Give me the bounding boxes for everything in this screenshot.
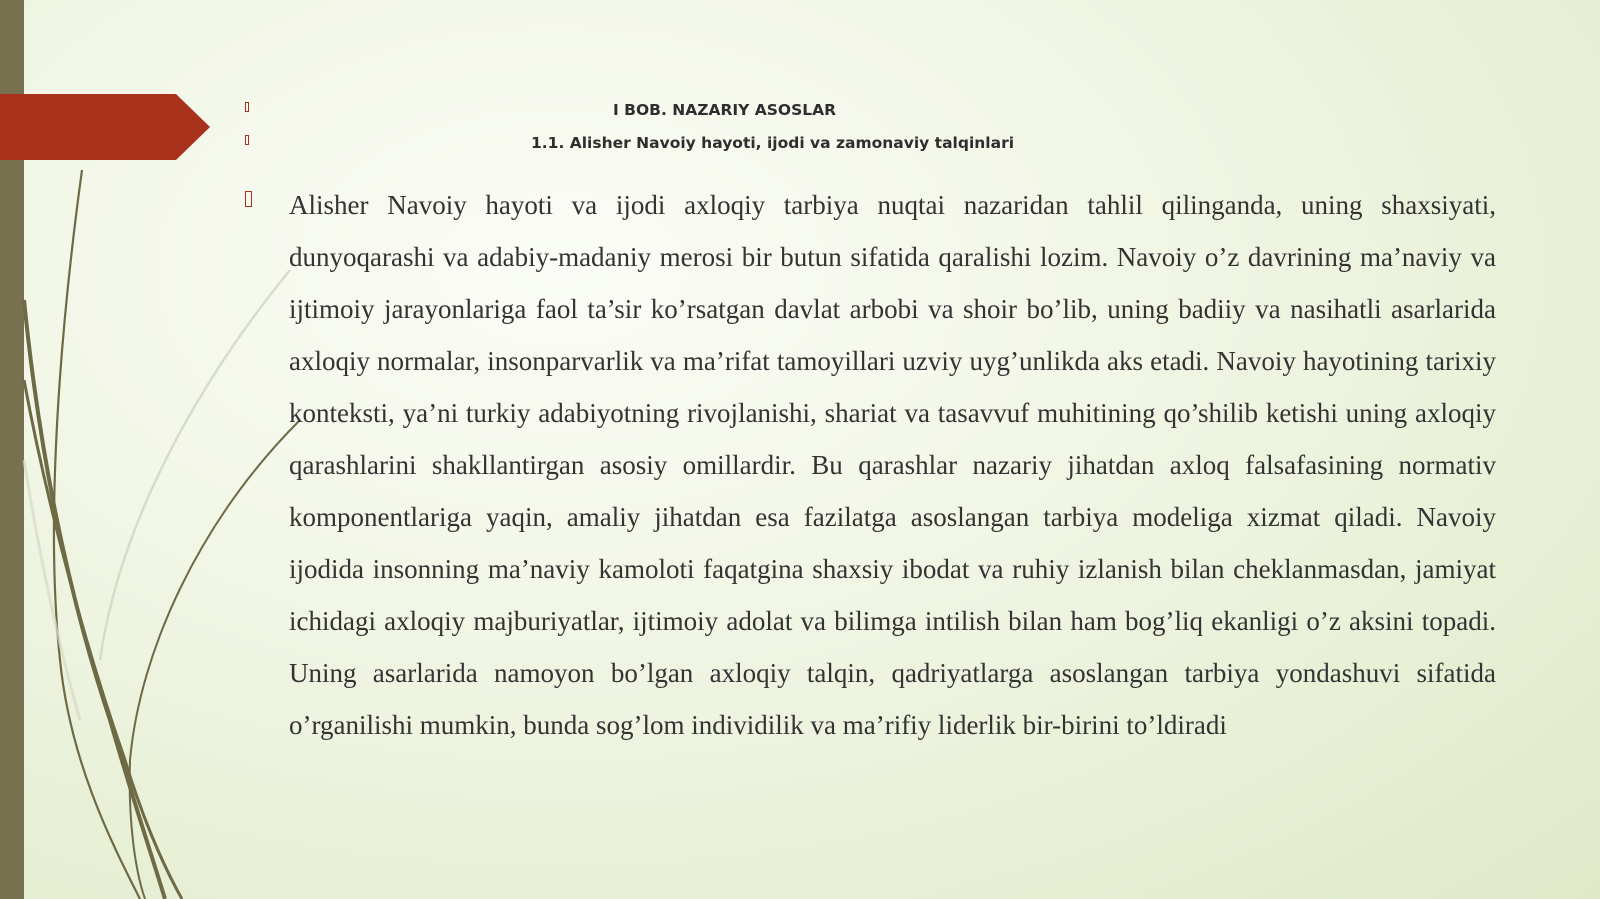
body-paragraph: Alisher Navoiy hayoti va ijodi axloqiy tarbiya nuqtai nazaridan tahlil qilinganda, uning shaxsiyati, dunyoqarashi va adabiy-madaniy merosi bir butun sifatida qaralishi lozim. Navoiy o’z davrining ma’naviy va ijtimoiy jarayonlariga faol ta’sir ko’rsatgan davlat arbobi va shoir bo’lib, uning badiiy va nasihatli asarlarida axloqiy normalar, insonparvarlik va ma’rifat tamoyillari uzviy uyg’unlikda aks etadi. Navoiy hayotining tarixiy konteksti, ya’ni turkiy adabiyotning rivojlanishi, shariat va tasavvuf muhitining qo’shilib ketishi uning axloqiy qarashlarini shakllantirgan asosiy omillardir. Bu qarashlar nazariy jihatdan axloq falsafasining normativ komponentlariga yaqin, amaliy jihatdan esa fazilatga asoslangan tarbiya modeliga xizmat qiladi. Navoiy ijodida insonning ma’naviy kamoloti faqatgina shaxsiy ibodat va ruhiy izlanish bilan cheklanmasdan, jamiyat ichidagi axloqiy majburiyatlar, ijtimoiy adolat va bilimga intilish bilan ham bog’liq ekanligi o’z aksini topadi. Uning asarlarida namoyon bo’lgan axloqiy talqin, qadriyatlarga asoslangan tarbiya yondashuvi sifatida o’rganilishi mumkin, bunda sog’lom individilik va ma’rifiy liderlik bir-birini to’ldiradi <box>289 190 1496 740</box>
rectangle-bullet-icon <box>245 135 249 145</box>
slide-subtitle: 1.1. Alisher Navoiy hayoti, ijodi va zamonaviy talqinlari <box>531 134 1015 152</box>
slide-title: I BOB. NAZARIY ASOSLAR <box>613 101 837 119</box>
rectangle-bullet-icon <box>245 191 252 207</box>
rectangle-bullet-icon <box>245 102 249 112</box>
red-arrow-shape <box>0 94 210 160</box>
